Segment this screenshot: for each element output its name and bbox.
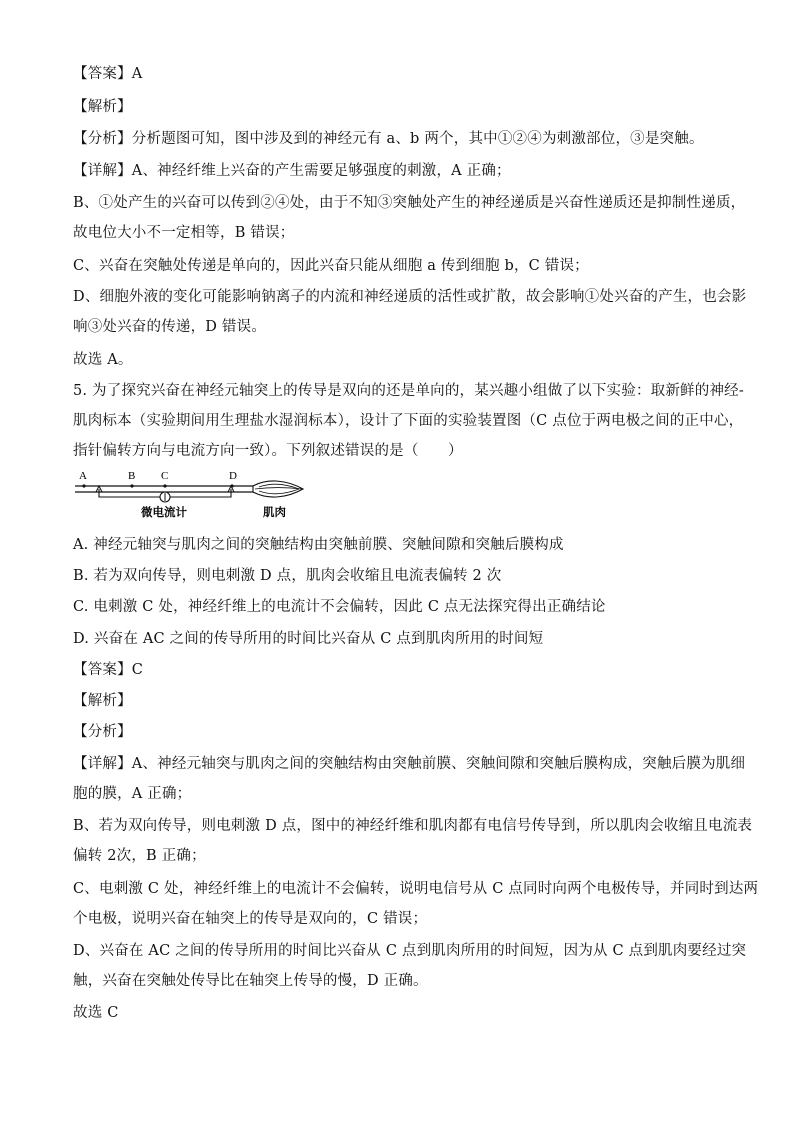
option-b: B. 若为双向传导，则电刺激 D 点，肌肉会收缩且电流表偏转 2 次 <box>73 568 502 584</box>
analysis-label-1: 【解析】 <box>73 99 132 115</box>
option-c: C. 电刺激 C 处，神经纤维上的电流计不会偏转，因此 C 点无法探究得出正确结论 <box>73 599 606 615</box>
detail-c2-line-2: 个电极，说明兴奋在轴突上的传导是双向的，C 错误； <box>73 911 428 927</box>
detail-a-line-1: 【详解】A、神经元轴突与肌肉之间的突触结构由突触前膜、突触间隙和突触后膜构成，突触后膜为肌细 <box>73 756 746 772</box>
detail-c2-line-1: C、电刺激 C 处，神经纤维上的电流计不会偏转，说明电信号从 C 点同时向两个电极传导，并同时到达两 <box>73 881 759 897</box>
point-c-dot <box>163 484 166 487</box>
point-b-dot <box>130 484 133 487</box>
detail-b-line-2: 故电位大小不一定相等，B 错误； <box>73 225 295 241</box>
meter-label: 微电流计 <box>141 505 187 519</box>
point-a-dot <box>82 484 85 487</box>
detail-d-line-1: D、细胞外液的变化可能影响钠离子的内流和神经递质的活性或扩散，故会影响①处兴奋的产生，也会影 <box>73 289 747 305</box>
detail-d2-line-1: D、兴奋在 AC 之间的传导所用的时间比兴奋从 C 点到肌肉所用的时间短，因为从 C 点到肌肉要经过突 <box>73 943 747 959</box>
detail-d2-line-2: 触，兴奋在突触处传导比在轴突上传导的慢，D 正确。 <box>73 973 428 989</box>
option-a: A. 神经元轴突与肌肉之间的突触结构由突触前膜、突触间隙和突触后膜构成 <box>73 537 564 553</box>
detail-text-1: 【详解】A、神经纤维上兴奋的产生需要足够强度的刺激，A 正确； <box>73 163 511 179</box>
detail-c-line: C、兴奋在突触处传递是单向的，因此兴奋只能从细胞 a 传到细胞 b，C 错误； <box>73 258 589 274</box>
choice-summary-1: 故选 A。 <box>73 352 133 368</box>
point-d-label: D <box>229 470 237 482</box>
answer-label-1: 【答案】A <box>73 66 143 82</box>
muscle-icon <box>253 481 303 497</box>
detail-b-line-1: B、①处产生的兴奋可以传到②④处，由于不知③突触处产生的神经递质是兴奋性递质还是抑制性递质， <box>73 195 746 211</box>
question-5-line-1: 5. 为了探究兴奋在神经元轴突上的传导是双向的还是单向的，某兴趣小组做了以下实验：取新鲜的神经- <box>73 383 744 399</box>
point-a-label: A <box>79 470 87 482</box>
analysis-label-3: 【分析】 <box>73 724 132 740</box>
detail-b2-line-1: B、若为双向传导，则电刺激 D 点，图中的神经纤维和肌肉都有电信号传导到，所以肌肉会收缩且电流表 <box>73 818 753 834</box>
nerve-muscle-diagram <box>73 468 313 526</box>
muscle-label: 肌肉 <box>263 505 286 519</box>
question-5-line-2: 肌肉标本（实验期间用生理盐水湿润标本），设计了下面的实验装置图（C 点位于两电极之间的正中心， <box>73 413 744 429</box>
answer-label-2: 【答案】C <box>73 662 144 678</box>
detail-a-line-2: 胞的膜，A 正确； <box>73 786 192 802</box>
detail-b2-line-2: 偏转 2次，B 正确； <box>73 848 206 864</box>
point-c-label: C <box>161 470 169 482</box>
analysis-text-1: 【分析】分析题图可知，图中涉及到的神经元有 a、b 两个，其中①②④为刺激部位，③是突触。 <box>73 131 704 147</box>
question-5-line-3: 指针偏转方向与电流方向一致）。下列叙述错误的是（ ） <box>73 443 463 459</box>
analysis-label-2: 【解析】 <box>73 693 132 709</box>
option-d: D. 兴奋在 AC 之间的传导所用的时间比兴奋从 C 点到肌肉所用的时间短 <box>73 631 544 647</box>
detail-d-line-2: 响③处兴奋的传递，D 错误。 <box>73 319 267 335</box>
choice-summary-2: 故选 C <box>73 1005 119 1021</box>
point-b-label: B <box>128 470 136 482</box>
